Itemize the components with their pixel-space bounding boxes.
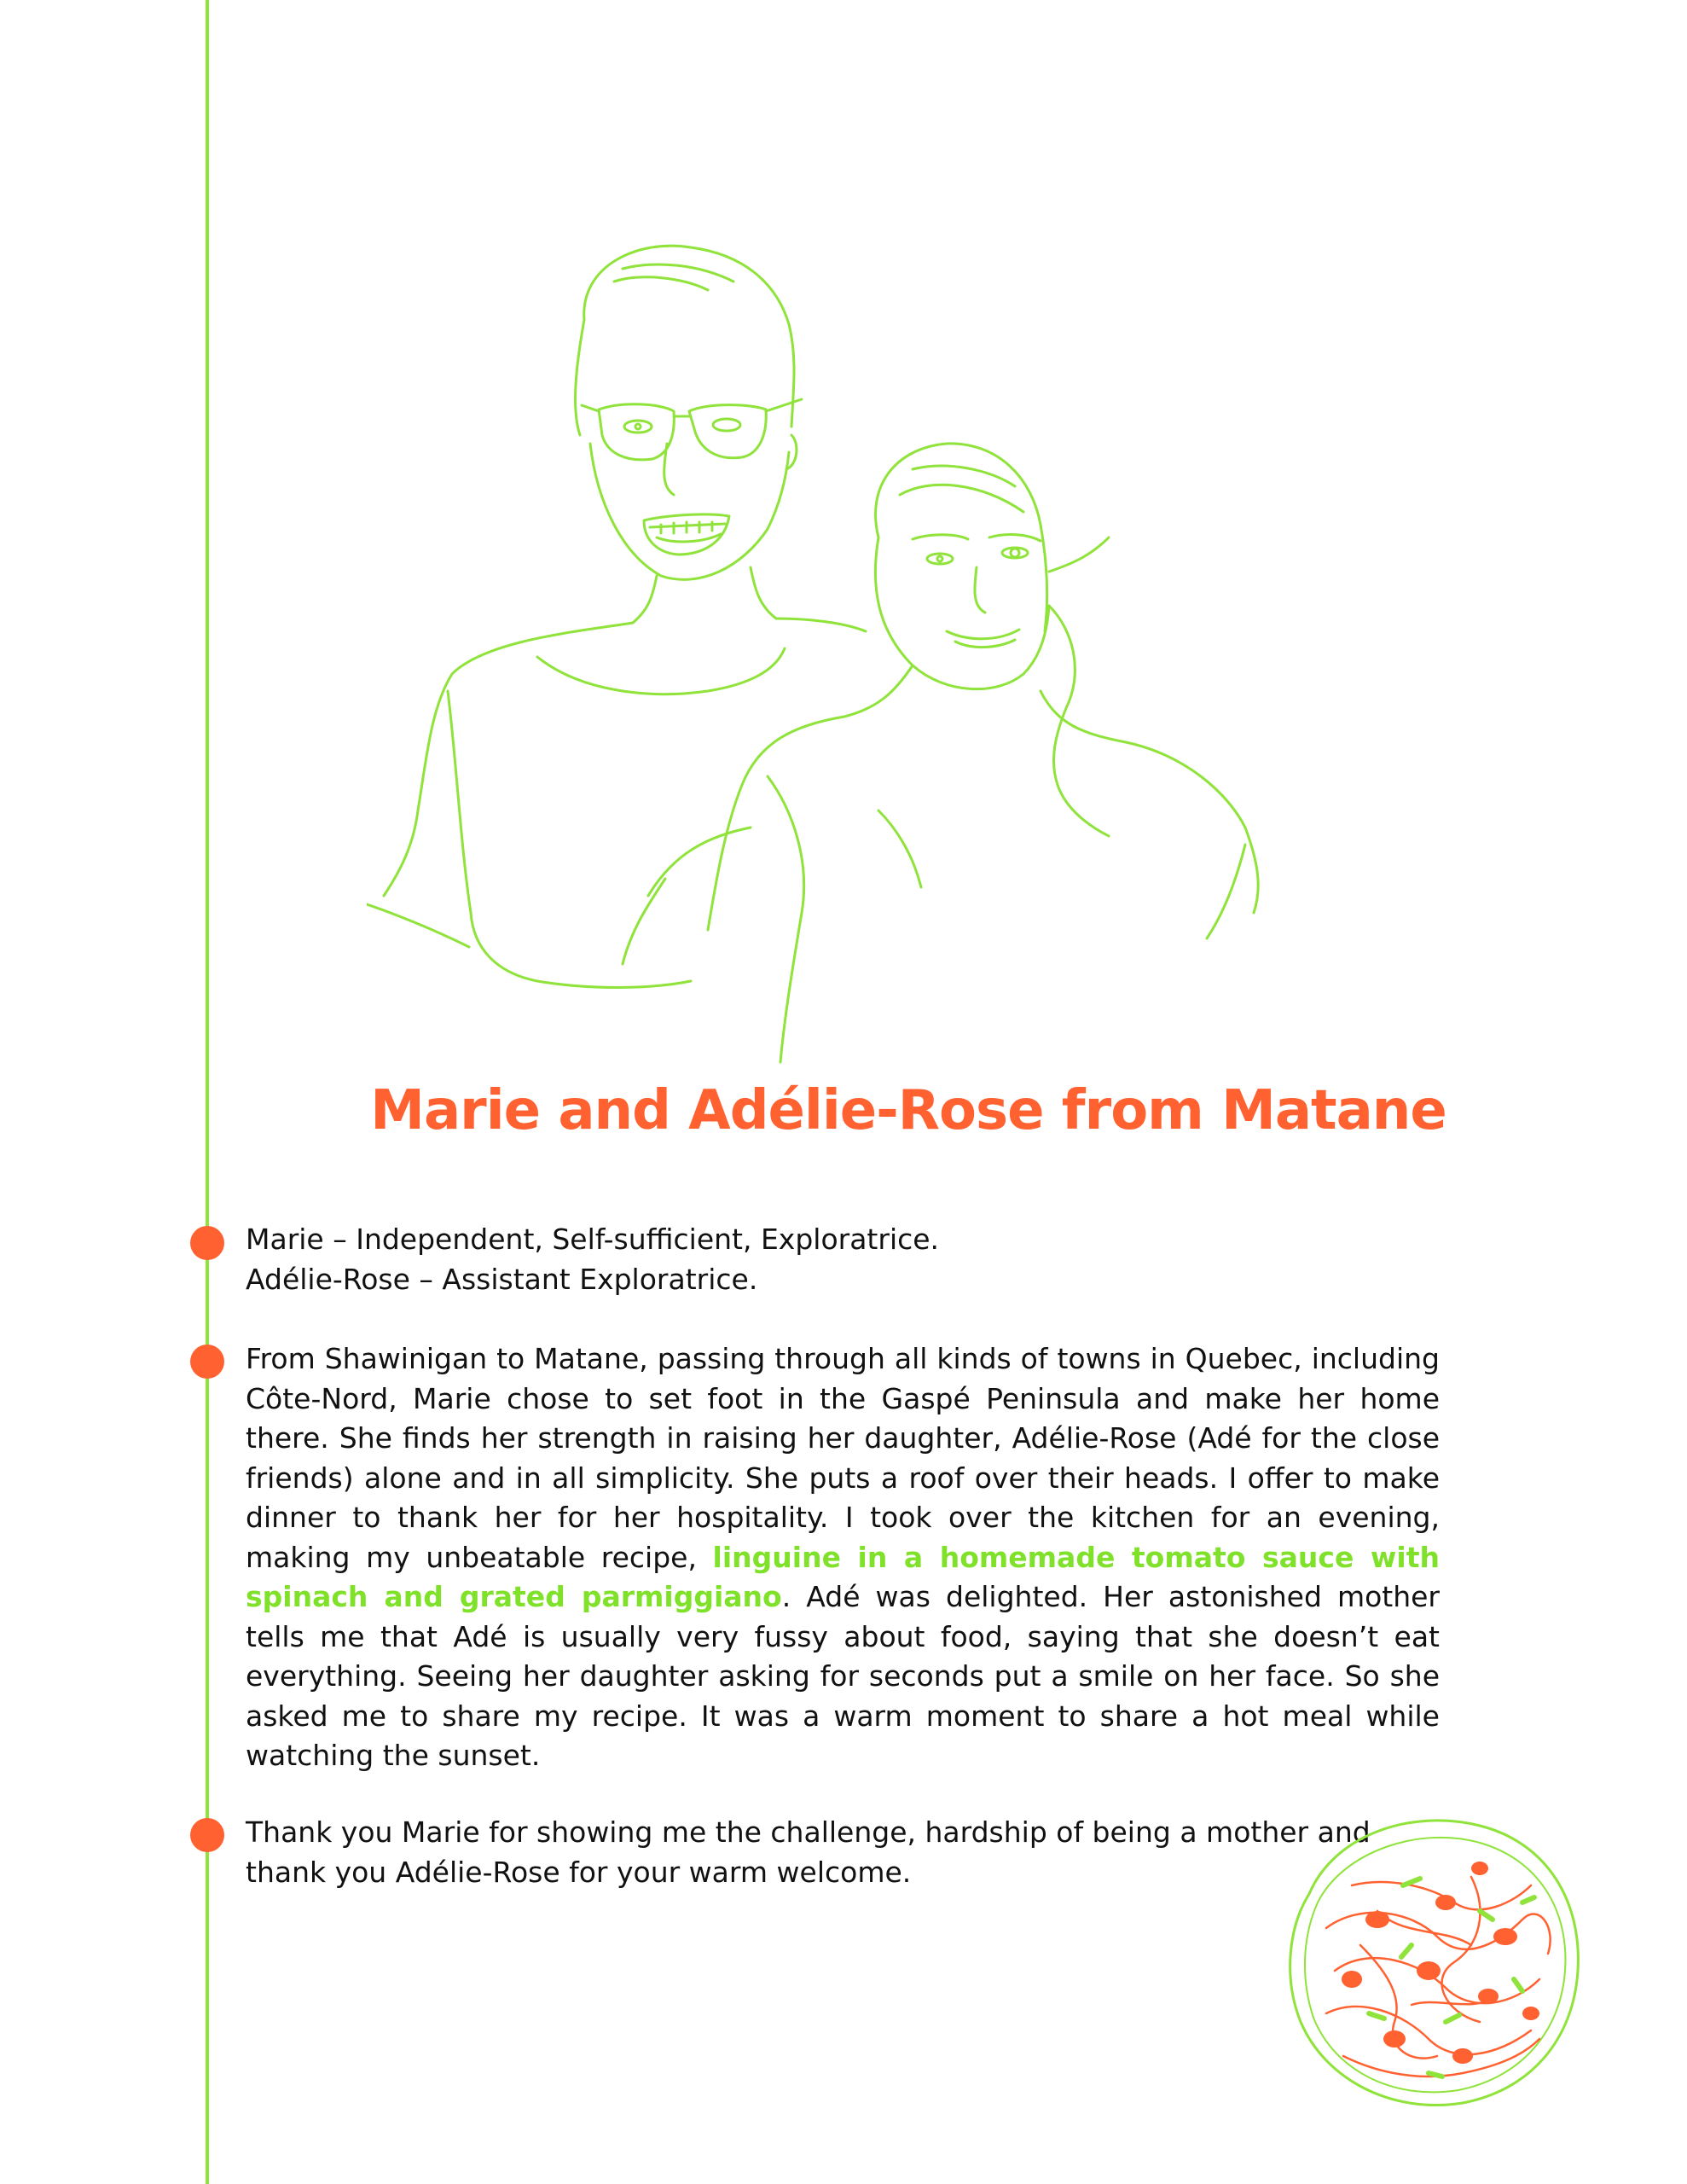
recipe-highlight: linguine in a homemade tomato sauce with spinach and grated parmiggiano [246, 1540, 1440, 1613]
intro-line-adelie: Adélie-Rose – Assistant Exploratrice. [246, 1262, 758, 1296]
bullet-dot [190, 1345, 224, 1379]
portrait-illustration [367, 230, 1322, 1066]
bullet-dot [190, 1818, 224, 1852]
story-text-after: . Adé was delighted. Her astonished mother tells me that Adé is usually very fussy about food, saying that she doesn’t eat everything. Seeing her daughter asking for seconds put a smile on her face. So she asked me to share my recipe. It was a warm moment to share a hot meal while watching the sunset. [246, 1580, 1440, 1772]
bullet-dot [190, 1226, 224, 1260]
intro-line-marie: Marie – Independent, Self-sufficient, Exploratrice. [246, 1223, 940, 1256]
thanks-paragraph [246, 1813, 1440, 1892]
pasta-plate-illustration [1275, 1800, 1591, 2116]
story-text-before: From Shawinigan to Matane, passing through all kinds of towns in Quebec, including Côte-Nord, Marie chose to set foot in the Gaspé Peninsula and make her home there. She finds her strength in raising her daughter, Adélie-Rose (Adé for the close friends) alone and in all simplicity. She puts a roof over their heads. I offer to make dinner to thank her for her hospitality. I took over the kitchen for an evening, making my unbeatable recipe, [246, 1342, 1440, 1574]
thanks-line-1: Thank you Marie for showing me the challenge, hardship of being a mother and [246, 1815, 1371, 1849]
thanks-line-2: thank you Adélie-Rose for your warm welcome. [246, 1855, 912, 1889]
story-paragraph [246, 1339, 1440, 1776]
intro-paragraph [246, 1220, 1440, 1299]
page-title: Marie and Adélie-Rose from Matane [370, 1079, 1446, 1142]
